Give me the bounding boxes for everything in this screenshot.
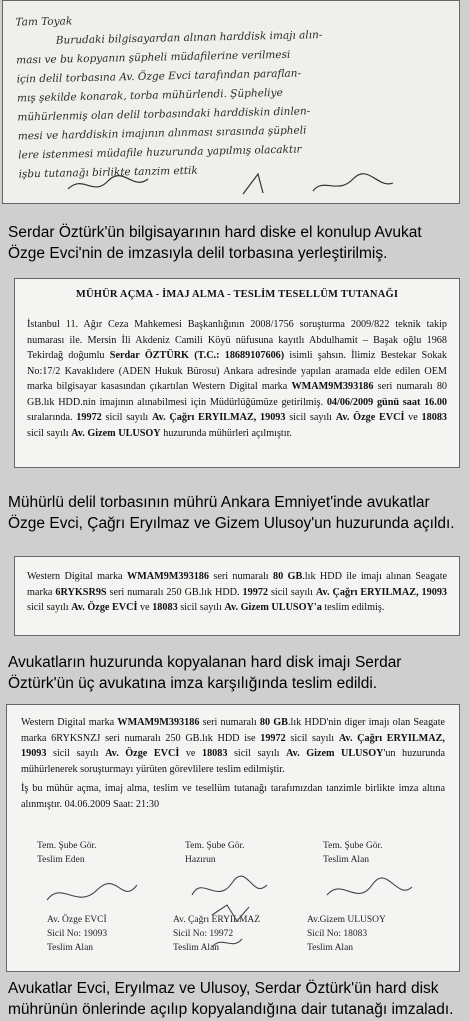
date-time: 04/06/2009 günü saat 16.00 bbox=[326, 396, 448, 408]
document-signatures-panel bbox=[6, 704, 460, 972]
note-line: işbu tutanağı birlikte tanzim ettik bbox=[18, 164, 198, 181]
signature-block-2: Tem. Şube Gör. Hazırun bbox=[185, 841, 245, 865]
note-line: mesi ve harddiskin imajının alınması sırasında şüpheli bbox=[17, 124, 307, 143]
signature-block-4: Av. Özge EVCİ Sicil No: 19093 Teslim Alan bbox=[47, 915, 108, 953]
handwritten-signatures bbox=[63, 169, 423, 199]
note-line: Tam Toyak bbox=[15, 15, 73, 29]
note-line: mış şekilde konarak, torba mühürlendi. Şüpheliye bbox=[16, 86, 283, 105]
signature-block-3: Tem. Şube Gör. Teslim Alan bbox=[323, 841, 383, 865]
document-delivery-panel bbox=[14, 556, 460, 636]
ink-signatures bbox=[27, 855, 437, 955]
note-line: ması ve bu kopyanın şüpheli müdafilerine verilmesi bbox=[16, 48, 291, 67]
caption-1: Serdar Öztürk'ün bilgisayarının hard diske el konulup Avukat Özge Evci'nin de imzasıyla delil torbasına yerleştirilmiş. bbox=[8, 224, 422, 262]
note-line: için delil torbasına Av. Özge Evci tarafından paraflan- bbox=[16, 67, 302, 86]
final-record-text: Western Digital marka WMAM9M393186 seri numaralı 80 GB.lık HDD'nin diger imajı olan Seagate marka 6RYKSNZJ seri numaralı 250 GB.lık HDD ise 19972 sicil sayılı Av. Çağrı ERYILMAZ, 19093 sicil sayılı Av. Özge EVCİ ve 18083 sicil sayılı Av. Gizem ULUSOY'un huzurunda mühürlenerek soruşturmayı yürüten görevlilere teslim edilmiştir. İş bu mühür açma, imaj alma, teslim ve tesellüm tutanağı tarafımızdan tanzimle birlikte imza altına alınmıştır. 04.06.2009 Saat: 21:30 bbox=[21, 715, 445, 812]
handwritten-note bbox=[15, 5, 446, 185]
document-body: İstanbul 11. Ağır Ceza Mahkemesi Başkanlığının 2008/1756 soruşturma 2009/822 teknik takip numarası ile. Mersin İli Akdeniz Camili Köyü nüfusuna kayıtlı Abdulhamit – Başak oğlu 1968 Tekirdağ doğumlu Serdar ÖZTÜRK (T.C.: 18689107606) isimli şahsın. İlimiz Bestekar Sokak No:17/2 Kavaklıdere (ADEN Hukuk Bürosu) Ankara adresinde yapılan aramada elde edilen OEM marka bilgisayar kasasından çıkartılan Western Digital marka WMAM9M393186 seri numaralı 80 GB.lık HDD.nin imajının alınabilmesi için Müdürlüğümüze getirilmiş. 04/06/2009 günü saat 16.00 sıralarında. 19972 sicil sayılı Av. Çağrı ERYILMAZ, 19093 sicil sayılı Av. Özge EVCİ ve 18083 sicil sayılı Av. Gizem ULUSOY huzurunda mühürleri açılmıştır. bbox=[27, 319, 448, 439]
document-title: MÜHÜR AÇMA - İMAJ ALMA - TESLİM TESELLÜM TUTANAĞI bbox=[75, 289, 399, 300]
document-seal-opening-panel bbox=[14, 278, 460, 468]
delivery-text: Western Digital marka WMAM9M393186 seri numaralı 80 GB.lık HDD ile imajı alınan Seagate marka 6RYKSR9S seri numaralı 250 GB.lık HDD. 19972 sicil sayılı Av. Çağrı ERYILMAZ, 19093 sicil sayılı Av. Özge EVCİ ve 18083 sicil sayılı Av. Gizem ULUSOY'a teslim edilmiş. bbox=[27, 571, 448, 613]
signature-block-5: Av. Çağrı ERYILMAZ Sicil No: 19972 Teslim Alan bbox=[173, 915, 261, 953]
signature-block-6: Av.Gizem ULUSOY Sicil No: 18083 Teslim Alan bbox=[307, 915, 386, 953]
note-line: mühürlenmiş olan delil torbasındaki harddiskin dinlen- bbox=[17, 105, 311, 124]
suspect-name: Serdar ÖZTÜRK (T.C.: 18689107606) bbox=[109, 350, 285, 361]
caption-2: Mühürlü delil torbasının mührü Ankara Emniyet'inde avukatlar Özge Evci, Çağrı Eryılmaz ve Gizem Ulusoy'un huzurunda açıldı. bbox=[8, 494, 455, 532]
signature-block-1: Tem. Şube Gör. Teslim Eden bbox=[37, 841, 97, 865]
note-line: Burudaki bilgisayardan alınan harddisk imajı alın- bbox=[55, 29, 323, 47]
closing-statement: İş bu mühür açma, imaj alma, teslim ve tesellüm tutanağı tarafımızdan tanzimle birlikte imza altına alınmıştır. 04.06.2009 Saat: 21:30 bbox=[21, 783, 445, 810]
caption-3: Avukatların huzurunda kopyalanan hard disk imajı Serdar Öztürk'ün üç avukatına imza karşılığında teslim edildi. bbox=[8, 654, 402, 692]
note-line: lere istenmesi müdafile huzurunda yapılmış olacaktır bbox=[18, 143, 302, 162]
caption-4: Avukatlar Evci, Eryılmaz ve Ulusoy, Serdar Öztürk'ün hard disk mührünün önlerinde açılıp kopyalandığına dair tutanağı imzaladı. bbox=[8, 980, 454, 1018]
handwritten-note-panel bbox=[2, 0, 460, 204]
hdd-serial: WMAM9M393186 bbox=[291, 381, 374, 392]
